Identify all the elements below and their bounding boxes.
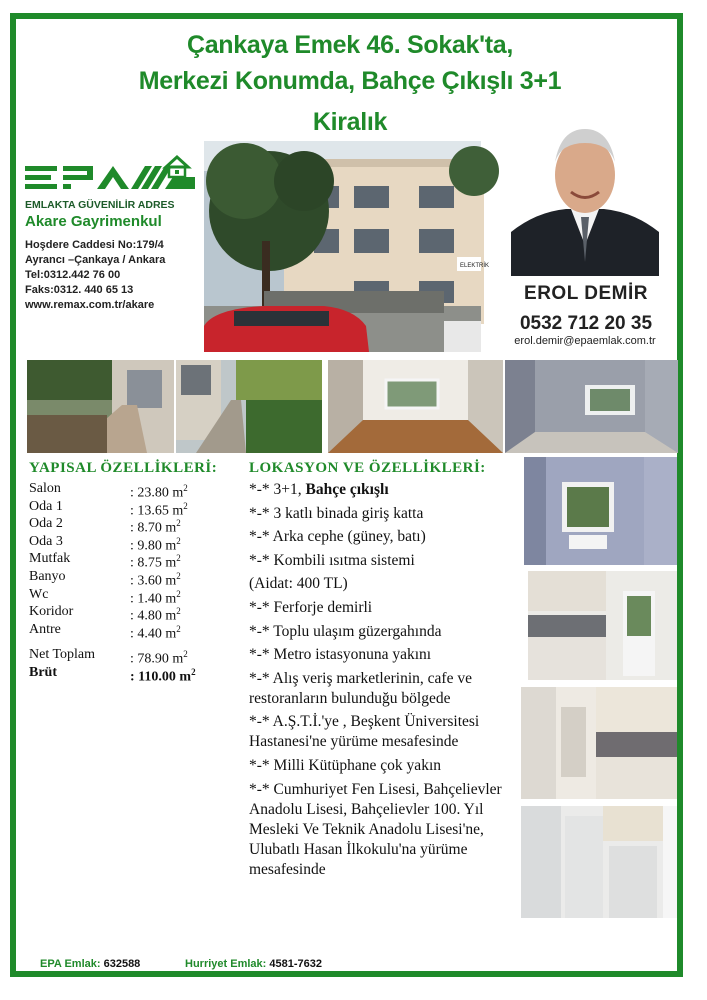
spec-value: : 3.60 $m^2$ bbox=[130, 570, 181, 589]
room-photo-2 bbox=[524, 457, 677, 565]
feature-item: (Aidat: 400 TL) bbox=[249, 575, 348, 593]
spec-name: Oda 3 bbox=[29, 533, 63, 549]
spec-name: Banyo bbox=[29, 568, 66, 584]
spec-row bbox=[29, 586, 239, 607]
feature-item: *-* Milli Kütüphane çok yakın bbox=[249, 756, 441, 774]
title-line-3: Kiralık bbox=[312, 108, 388, 136]
net-total-value: : 78.90 $m^2$ bbox=[130, 649, 188, 667]
features-list bbox=[249, 480, 517, 883]
feature-item: *-* Ferforje demirli bbox=[249, 598, 373, 616]
feature-item: *-* Cumhuriyet Fen Lisesi, Bahçelievler Anadolu Lisesi, Bahçelievler 100. Yıl Mesleki Ve Teknik Anadolu Lisesi'ne, Ulubatlı Hasan İlkokulu'na yürüme mesafesinde bbox=[249, 780, 502, 878]
footer-hurriyet-label: Hurriyet Emlak: bbox=[185, 958, 267, 970]
garden-photo-2 bbox=[176, 360, 322, 453]
spec-value: : 4.80 $m^2$ bbox=[130, 606, 181, 624]
agent-portrait bbox=[511, 117, 659, 276]
company-name: Akare Gayrimenkul bbox=[25, 213, 162, 230]
footer-hurriyet bbox=[185, 958, 322, 970]
tagline: EMLAKTA GÜVENİLİR ADRES bbox=[25, 199, 175, 211]
website-line: www.remax.com.tr/akare bbox=[25, 299, 155, 311]
agent-name: EROL DEMİR bbox=[524, 283, 648, 304]
footer-hurriyet-value: 4581-7632 bbox=[269, 958, 322, 970]
building-sign-text: ELEKTRİK bbox=[460, 263, 490, 269]
spec-name: Antre bbox=[29, 621, 61, 637]
title-line-2: Merkezi Konumda, Bahçe Çıkışlı 3+1 bbox=[138, 67, 562, 95]
features-heading: LOKASYON VE ÖZELLİKLERİ: bbox=[249, 460, 486, 476]
spec-name: Oda 1 bbox=[29, 498, 63, 514]
feature-item: *-* 3 katlı binada giriş katta bbox=[249, 504, 424, 522]
address-line-1: Hoşdere Caddesi No:179/4 bbox=[25, 239, 164, 251]
living-room-photo bbox=[328, 360, 503, 453]
feature-item: *-* A.Ş.T.İ.'ye , Beşkent Üniversitesi Hastanesi'ne yürüme mesafesinde bbox=[249, 713, 480, 751]
specs-table bbox=[29, 480, 239, 685]
kitchen-photo-1 bbox=[528, 571, 677, 680]
feature-item: *-* Kombili ısıtma sistemi bbox=[249, 551, 415, 569]
spec-row bbox=[29, 568, 239, 589]
spec-value: : 23.80 $m^2$ bbox=[130, 483, 188, 501]
feature-item: *-* Toplu ulaşım güzergahında bbox=[249, 622, 442, 640]
spec-row bbox=[29, 621, 239, 642]
footer-epa bbox=[40, 958, 140, 970]
gross-total-label: Brüt bbox=[29, 664, 57, 680]
spec-value: : 1.40 $m^2$ bbox=[130, 588, 181, 607]
epa-logo bbox=[25, 143, 201, 198]
spec-value: : 8.70 $m^2$ bbox=[130, 518, 181, 536]
spec-name: Wc bbox=[29, 586, 49, 602]
address-line-2: Ayrancı –Çankaya / Ankara bbox=[25, 254, 166, 266]
title-line-1: Çankaya Emek 46. Sokak'ta, bbox=[186, 31, 514, 59]
fax-line: Faks:0312. 440 65 13 bbox=[25, 284, 134, 296]
spec-row bbox=[29, 480, 239, 501]
spec-row bbox=[29, 603, 239, 624]
building-photo bbox=[204, 141, 490, 352]
spec-value: : 4.40 $m^2$ bbox=[130, 623, 181, 642]
spec-name: Koridor bbox=[29, 604, 74, 620]
feature-item: *-* Metro istasyonuna yakını bbox=[249, 646, 432, 664]
agent-email[interactable]: erol.demir@epaemlak.com.tr bbox=[514, 335, 656, 347]
company-block bbox=[25, 143, 201, 313]
spec-name: Mutfak bbox=[29, 551, 71, 567]
bathroom-photo bbox=[521, 806, 677, 918]
footer-epa-label: EPA Emlak: bbox=[40, 958, 101, 970]
net-total-row bbox=[29, 646, 239, 667]
spec-value: : 9.80 $m^2$ bbox=[130, 535, 181, 554]
spec-row bbox=[29, 515, 239, 536]
spec-row bbox=[29, 550, 239, 572]
kitchen-photo-2 bbox=[521, 687, 677, 799]
net-total-label: Net Toplam bbox=[29, 647, 96, 663]
agent-phone: 0532 712 20 35 bbox=[519, 313, 653, 334]
specs-heading: YAPISAL ÖZELLİKLERİ: bbox=[29, 460, 218, 476]
footer-epa-value: 632588 bbox=[103, 958, 141, 970]
spec-row bbox=[29, 498, 239, 519]
gross-total-value: : 110.00 $m^2$ bbox=[130, 666, 196, 685]
spec-name: Salon bbox=[29, 481, 61, 496]
feature-item: *-* Arka cephe (güney, batı) bbox=[249, 528, 426, 546]
garden-photo-1 bbox=[27, 360, 174, 453]
spec-name: Oda 2 bbox=[29, 516, 63, 532]
spec-value: : 8.75 $m^2$ bbox=[130, 553, 181, 572]
spec-row bbox=[29, 533, 239, 554]
feature-item: *-* 3+1, Bahçe çıkışlı bbox=[249, 481, 389, 498]
spec-value: : 13.65 $m^2$ bbox=[130, 500, 188, 519]
room-photo-1 bbox=[505, 360, 678, 453]
gross-total-row bbox=[29, 664, 239, 685]
phone-line: Tel:0312.442 76 00 bbox=[25, 269, 121, 281]
feature-item: *-* Alış veriş marketlerinin, cafe ve restoranların bulunduğu bölgede bbox=[249, 669, 472, 707]
